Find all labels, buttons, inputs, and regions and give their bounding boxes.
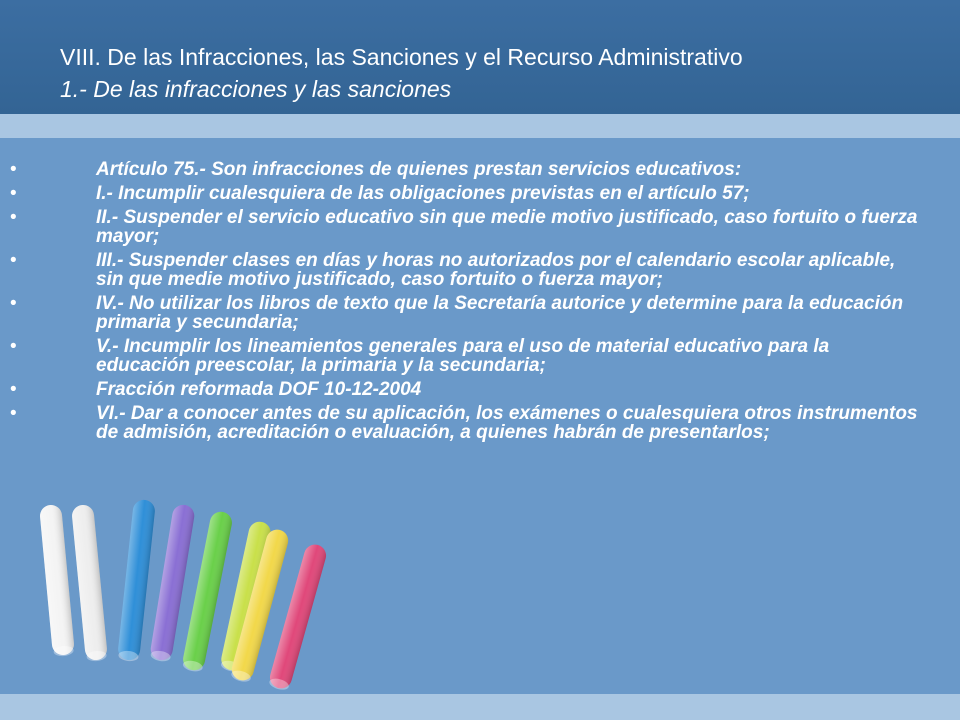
list-item <box>0 208 960 246</box>
list-item <box>0 380 960 399</box>
slide-title: VIII. De las Infracciones, las Sanciones y el Recurso Administrativo <box>60 44 743 70</box>
list-item-text: Artículo 75.- Son infracciones de quienes prestan servicios educativos: <box>96 159 742 180</box>
list-item <box>0 160 960 179</box>
list-item <box>0 337 960 375</box>
list-item-text: Fracción reformada DOF 10-12-2004 <box>96 379 422 400</box>
bullet-icon: • <box>10 183 17 204</box>
chalk-stick <box>39 504 75 657</box>
list-item-text: IV.- No utilizar los libros de texto que la Secretaría autorice y determine para la educación primaria y secundaria; <box>96 293 904 333</box>
list-item-text: VI.- Dar a conocer antes de su aplicación, los exámenes o cualesquiera otros instrumentos de admisión, acreditación o evaluación, a quienes habrán de presentarlos; <box>96 403 918 443</box>
list-item <box>0 404 960 442</box>
list-item <box>0 251 960 289</box>
bullet-icon: • <box>10 207 17 228</box>
list-item-text: I.- Incumplir cualesquiera de las obligaciones previstas en el artículo 57; <box>96 183 750 204</box>
infractions-list <box>0 160 960 447</box>
slide-subtitle: 1.- De las infracciones y las sanciones <box>60 76 452 102</box>
bullet-icon: • <box>10 293 17 314</box>
list-item-text: III.- Suspender clases en días y horas no autorizados por el calendario escolar aplicable, sin que medie motivo justificado, caso fortuito o fuerza mayor; <box>96 250 896 290</box>
list-item-text: II.- Suspender el servicio educativo sin que medie motivo justificado, caso fortuito o fuerza mayor; <box>96 207 918 247</box>
bullet-icon: • <box>10 159 17 180</box>
list-item-text: V.- Incumplir los lineamientos generales para el uso de material educativo para la educación preescolar, la primaria y la secundaria; <box>96 336 830 376</box>
bullet-icon: • <box>10 379 17 400</box>
bullet-icon: • <box>10 336 17 357</box>
list-item <box>0 184 960 203</box>
bullet-icon: • <box>10 403 17 424</box>
bullet-icon: • <box>10 250 17 271</box>
chalk-stick <box>117 499 156 662</box>
chalk-stick <box>71 504 108 662</box>
list-item <box>0 294 960 332</box>
